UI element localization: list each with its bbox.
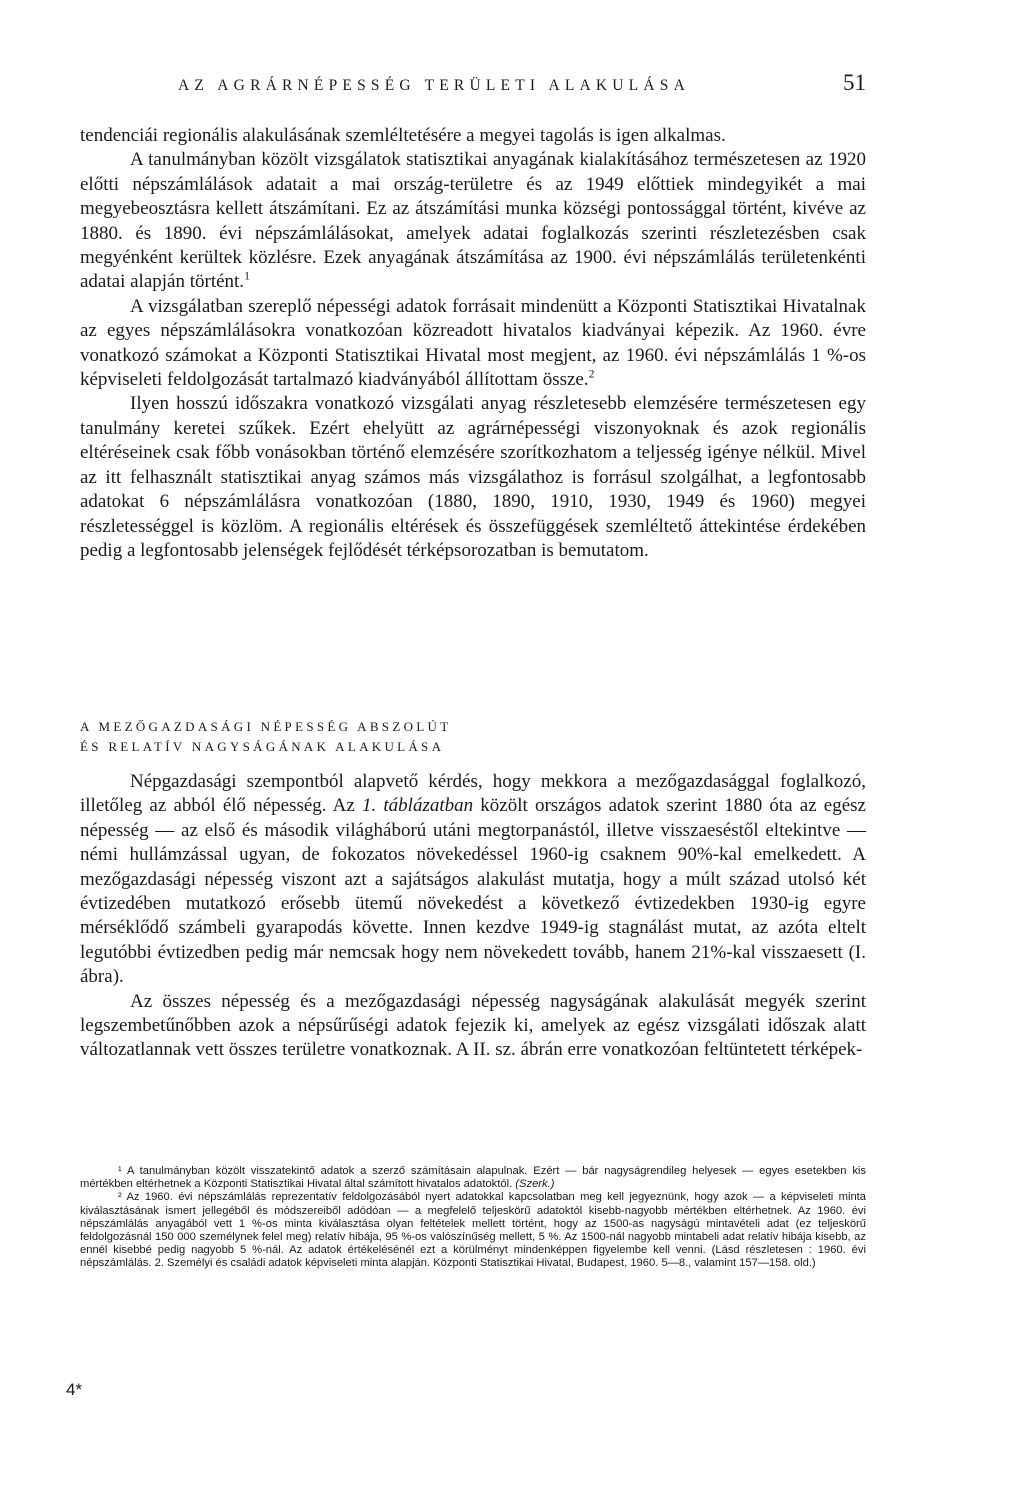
- paragraph-sources: [80, 295, 866, 393]
- footnote-text: ¹ A tanulmányban közölt visszatekintő adatok a szerző számításain alapulnak. Ezért — bár nagyságrendileg helyesek — egyes esetekben kis mértékben eltérhetnek a Központi Statisztikai Hivatal által számított hivatalos adatoktól.: [80, 1165, 866, 1191]
- signature-mark: 4*: [66, 1380, 83, 1399]
- footnote-2: ² Az 1960. évi népszámlálás reprezentatív feldolgozásából nyert adatokkal kapcsolatban meg kell jegyeznünk, hogy azok — a képviseleti minta kiválasztásának ismert jellegéből és módszereiből adódóan — a megfelelő teljeskörű adatoktól kisebb-nagyobb mértékben eltérhetnek. Az 1960. évi népszámlálás anyagából vett 1 %-os minta kiválasztása olyan feltételek mellett történt, hogy az 1500-as nagyságú mintavételi adat (ez teljeskörű feldolgozásnál 150 000 személynek felel meg) relatív hibája, 95 %-os valószínűség mellett, 5 %. Az 1500-nál nagyobb mintabeli adat relatív hibája kisebb, az ennél kisebbé pedig nagyobb 5 %-nál. Az adatok értékelésénél ezt a körülményt mindenképpen figyelembe kell venni. (Lásd részletesen : 1960. évi népszámlálás. 2. Személyi és családi adatok képviseleti minta alapján. Központi Statisztikai Hivatal, Budapest, 1960. 5—8., valamint 157—158. old.): [80, 1191, 866, 1270]
- paragraph-text: A vizsgálatban szereplő népességi adatok forrásait mindenütt a Központi Statisztikai Hivatalnak az egyes népszámlálásokra vonatkozóan közreadott hivatalos kiadványai képezik. Az 1960. évre vonatkozó számokat a Központi Statisztikai Hivatal most megjent, az 1960. évi népszámlálás 1 %-os képviseleti feldolgozását tartalmazó kiadványából állítottam össze.: [80, 295, 866, 391]
- paragraph-scope: Ilyen hosszú időszakra vonatkozó vizsgálati anyag részletesebb elemzésére természetesen egy tanulmány keretei szűkek. Ezért ehelyütt az agrárnépességi viszonyoknak és azok regionális eltéréseinek csak főbb vonásokban történő elemzésére szorítkozhatom a teljesség igénye nélkül. Mivel az itt felhasznált statisztikai anyag számos más vizsgálathoz is forrásul szolgálhat, a legfontosabb adatokat 6 népszámlálásra vonatkozóan (1880, 1890, 1910, 1930, 1949 és 1960) megyei részletességgel is közlöm. A regionális eltérések és összefüggések szemléltető áttekintése érdekében pedig a legfontosabb jelenségek fejlődését térképsorozatban is bemutatom.: [80, 393, 866, 561]
- section-heading-line: ÉS RELATÍV NAGYSÁGÁNAK ALAKULÁSA: [80, 739, 445, 754]
- section-heading: [80, 717, 866, 757]
- section-text: [80, 770, 866, 1063]
- paragraph-recalculation: [80, 148, 866, 294]
- footnote-ref-1: 1: [244, 270, 250, 284]
- footnote-ref-2: 2: [588, 367, 595, 381]
- page-header: [178, 70, 866, 96]
- footnote-1: [80, 1165, 866, 1191]
- paragraph-population-trend: [80, 770, 866, 990]
- intro-text: [80, 124, 866, 563]
- footnotes: [80, 1165, 866, 1271]
- paragraph-density: Az összes népesség és a mezőgazdasági népesség nagyságának alakulását megyék szerint legszembetűnőbben azok a népsűrűségi adatok fejezik ki, amelyek az egész vizsgálati időszak alatt változatlannak vett összes területre vonatkoznak. A II. sz. ábrán erre vonatkozóan feltüntetett térképek-: [80, 990, 866, 1061]
- paragraph-text: közölt országos adatok szerint 1880 óta az egész népesség — az első és második világháború utáni megtorpanástól, illetve visszaeséstől eltekintve — némi hullámzással ugyan, de fokozatos növekedéssel 1960-ig csaknem 90%-kal emelkedett. A mezőgazdasági népesség viszont azt a sajátságos alakulást mutatja, hogy a múlt század utolsó két évtizedében mutatkozó erősebb ütemű növekedést a következő évtizedekben 1930-ig egyre mérséklődő számbeli gyarapodás követte. Innen kezdve 1949-ig stagnálást mutat, az azóta eltelt legutóbbi évtizedben pedig már nemcsak hogy nem növekedett tovább, hanem 21%-kal visszaesett (I. ábra).: [80, 795, 866, 988]
- table-reference: 1. táblázatban: [361, 795, 474, 817]
- section-heading-line: A MEZŐGAZDASÁGI NÉPESSÉG ABSZOLÚT: [80, 719, 452, 734]
- editor-note: (Szerk.): [515, 1178, 555, 1191]
- page-number: 51: [843, 70, 866, 95]
- paragraph-text: A tanulmányban közölt vizsgálatok statisztikai anyagának kialakításához természetesen az 1920 előtti népszámlálások adatait a mai ország-területre és az 1949 előttiek mindegyikét a mai megyebeosztásra kellett átszámítani. Ez az átszámítási munka községi pontossággal történt, kivéve az 1880. és 1890. évi népszámlálásokat, amelyek adatai foglalkozás szerinti részletezésben csak megyénként kerültek közlésre. Ezek anyagának átszámítása az 1900. évi népszámlálás területenkénti adatai alapján történt.: [80, 149, 866, 293]
- paragraph-continuation: tendenciái regionális alakulásának szemléltetésére a megyei tagolás is igen alkalmas.: [80, 125, 726, 146]
- running-head: AZ AGRÁRNÉPESSÉG TERÜLETI ALAKULÁSA: [178, 77, 690, 94]
- paragraph-text: Népgazdasági szempontból alapvető kérdés, hogy mekkora a mezőgazdasággal foglalkozó, illetőleg az abból élő népesség. Az: [80, 771, 866, 817]
